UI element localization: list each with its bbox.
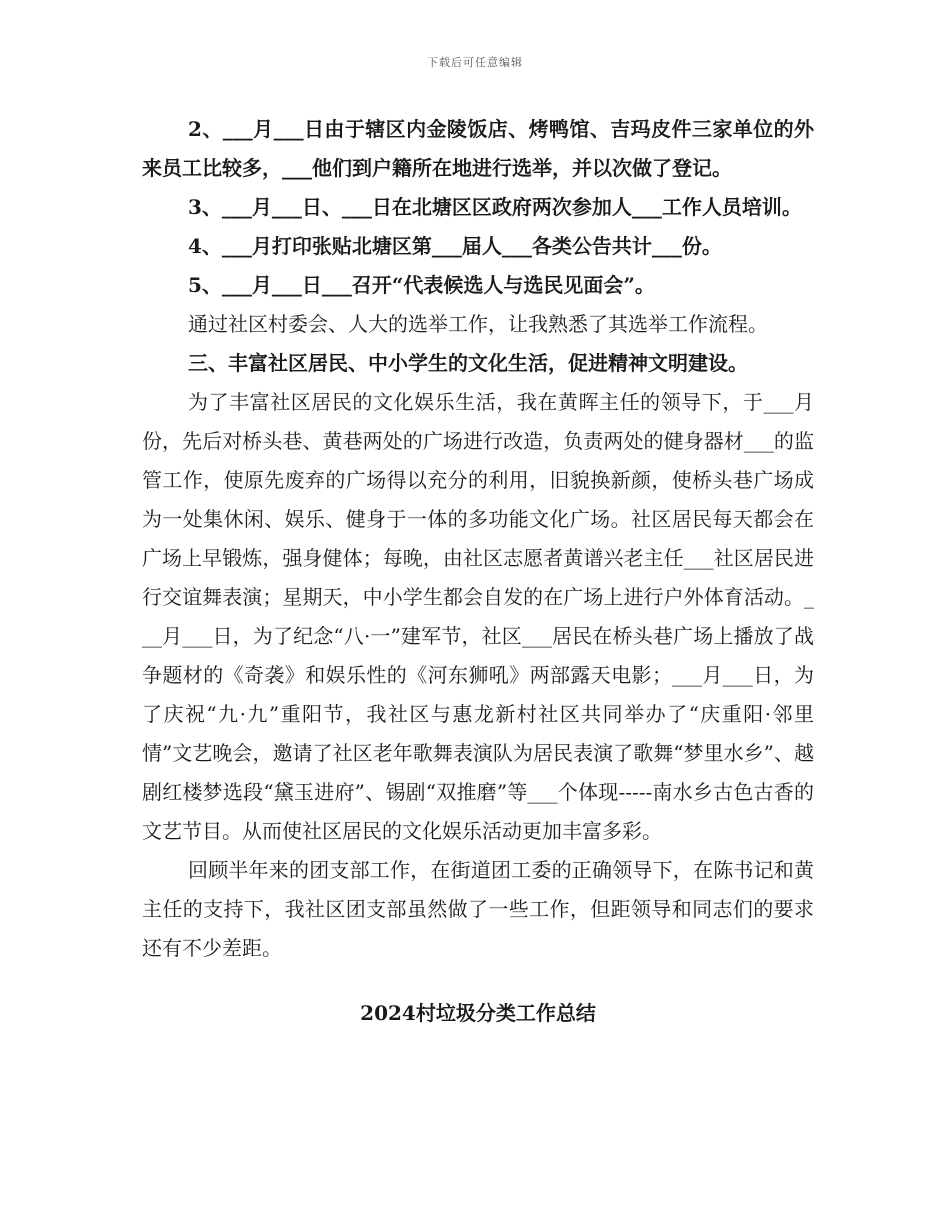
paragraph-item-3: 3、___月___日、___日在北塘区区政府两次参加人___工作人员培训。 [188, 195, 802, 219]
section-heading-3: 三、丰富社区居民、中小学生的文化生活，促进精神文明建设。 [188, 351, 748, 375]
document-subtitle: 2024村垃圾分类工作总结 [360, 1001, 596, 1025]
page-header-note: 下载后可任意编辑 [427, 56, 523, 69]
paragraph-cultural-life: 为了丰富社区居民的文化娱乐生活，我在黄晖主任的领导下，于___月份，先后对桥头巷、黄巷两处的广场进行改造，负责两处的健身器材___的监管工作，使原先废弃的广场得以充分的利用，旧貌换新颜，使桥头巷广场成为一处集休闲、娱乐、健身于一体的多功能文化广场。社区居民每天都会在广场上早锻炼，强身健体；每晚，由社区志愿者黄谱兴老主任___社区居民进行交谊舞表演；星期天，中小学生都会自发的在广场上进行户外体育活动。___月___日，为了纪念“八·一”建军节，社区___居民在桥头巷广场上播放了战争题材的《奇袭》和娱乐性的《河东狮吼》两部露天电影；___月___日，为了庆祝“九·九”重阳节，我社区与惠龙新村社区共同举办了“庆重阳·邻里情”文艺晚会，邀请了社区老年歌舞表演队为居民表演了歌舞“梦里水乡”、越剧红楼梦选段“黛玉进府”、锡剧“双推磨”等___个体现-----南水乡古色古香的文艺节目。从而使社区居民的文化娱乐活动更加丰富多彩。 [142, 390, 814, 843]
document-body [142, 110, 814, 1033]
paragraph-item-4: 4、___月打印张贴北塘区第___届人___各类公告共计___份。 [188, 234, 722, 258]
paragraph-item-2: 2、___月___日由于辖区内金陵饭店、烤鸭馆、吉玛皮件三家单位的外来员工比较多，___他们到户籍所在地进行选举，并以次做了登记。 [142, 117, 814, 180]
paragraph-election-summary: 通过社区村委会、人大的选举工作，让我熟悉了其选举工作流程。 [188, 312, 768, 336]
paragraph-item-5: 5、___月___日___召开“代表候选人与选民见面会”。 [188, 273, 655, 297]
paragraph-review: 回顾半年来的团支部工作，在街道团工委的正确领导下，在陈书记和黄主任的支持下，我社区团支部虽然做了一些工作，但距领导和同志们的要求还有不少差距。 [142, 858, 814, 960]
